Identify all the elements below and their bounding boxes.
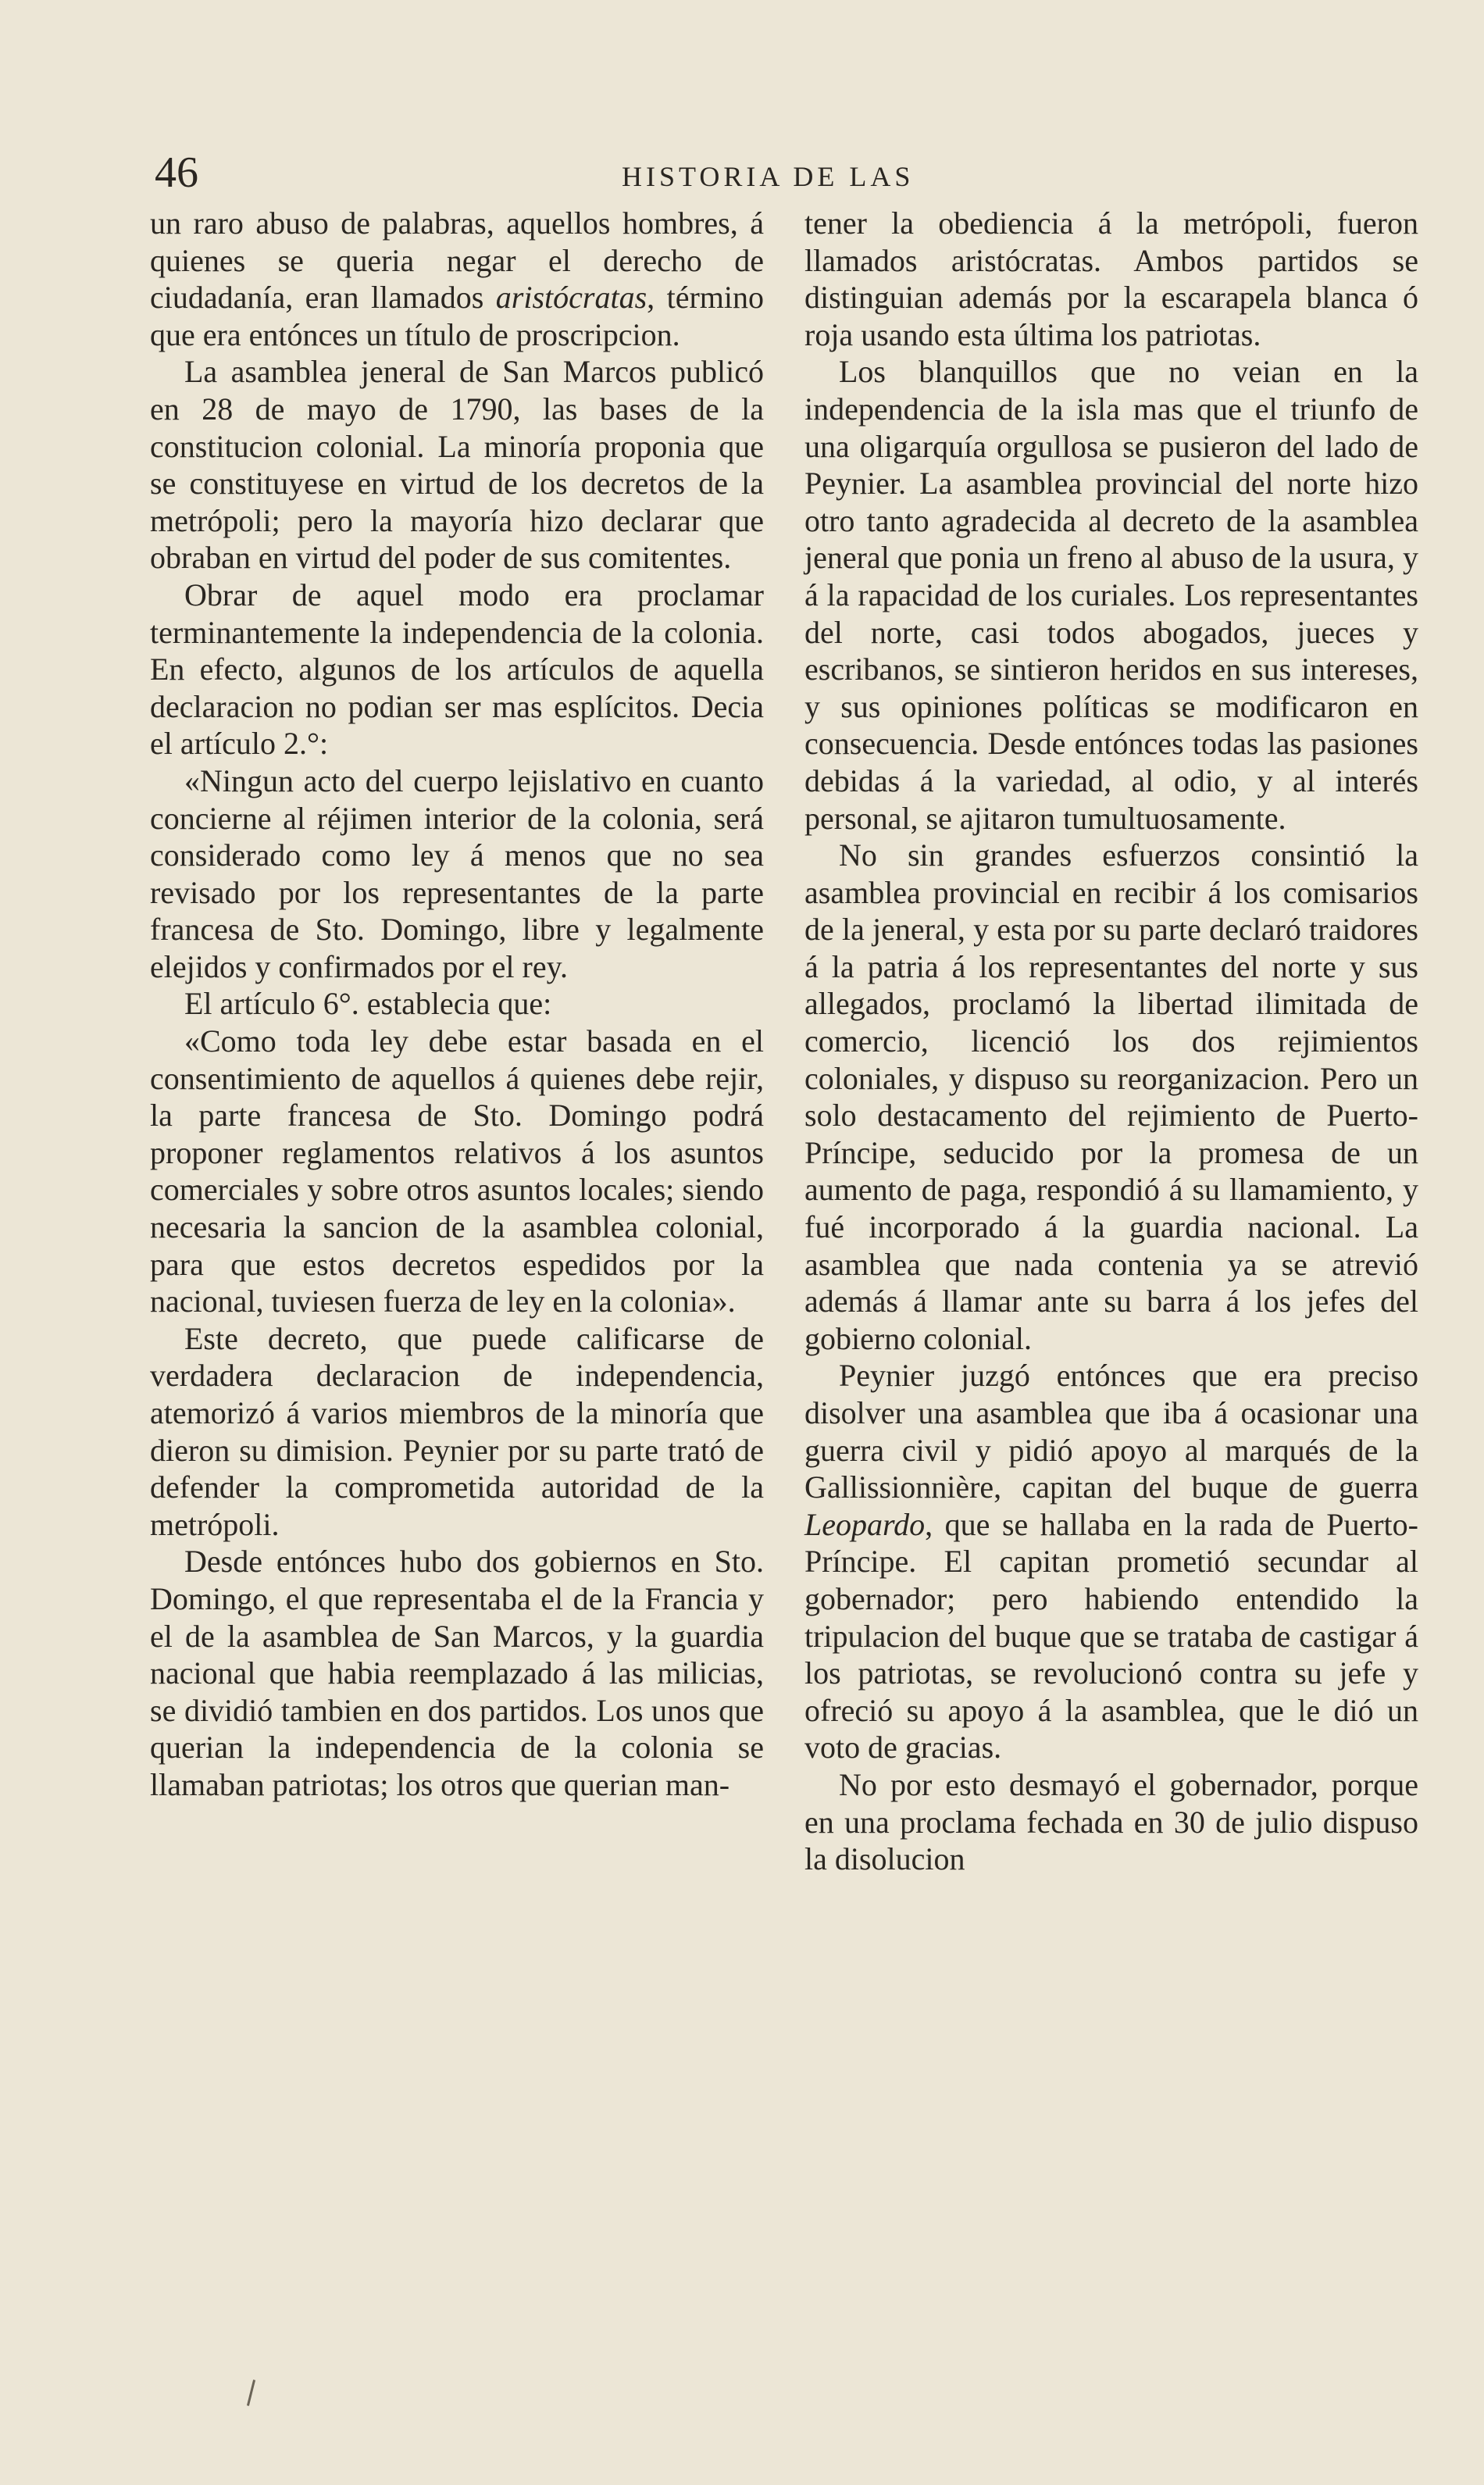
italic-term: aristócratas bbox=[495, 280, 647, 316]
running-title: HISTORIA DE LAS bbox=[622, 161, 915, 192]
paragraph: No sin grandes esfuerzos consintió la asamblea provincial en recibir á los comisarios de la jeneral, y esta por su parte declaró traidores á la patria á los representantes del norte y sus allegados, proclamó la libertad ilimitada de comercio, licenció los dos rejimientos coloniales, y dispuso su reorganizacion. Pero un solo destacamento del rejimiento de Puerto-Príncipe, seducido por la promesa de un aumento de paga, respondió á su llamamiento, y fué incorporado á la guardia nacional. La asamblea que nada contenia ya se atrevió además á llamar ante su barra á los jefes del gobierno colonial. bbox=[804, 837, 1418, 1356]
right-column bbox=[804, 205, 1418, 1878]
left-column bbox=[150, 205, 764, 1804]
paragraph: «Ningun acto del cuerpo lejislativo en cuanto concierne al réjimen interior de la colonia, será considerado como ley á menos que no sea revisado por los representantes de la parte francesa de Sto. Domingo, libre y legalmente elejidos y confirmados por el rey. bbox=[150, 762, 764, 984]
paragraph: Peynier juzgó entónces que era preciso disolver una asamblea que iba á ocasionar una guerra civil y pidió apoyo al marqués de la Gallissionnière, capitan del buque de guerra Leopardo, que se hallaba en la rada de Puerto-Príncipe. El capitan prometió secundar al gobernador; pero habiendo entendido la tripulacion del buque que se trataba de castigar á los patriotas, se revolucionó contra su jefe y ofreció su apoyo á la asamblea, que le dió un voto de gracias. bbox=[804, 1358, 1418, 1766]
italic-ship-name: Leopardo bbox=[804, 1506, 926, 1542]
paragraph: Obrar de aquel modo era proclamar terminantemente la independencia de la colonia. En efecto, algunos de los artículos de aquella declaracion no podian ser mas esplícitos. Decia el artículo 2.°: bbox=[150, 577, 764, 762]
paragraph: No por esto desmayó el gobernador, porque en una proclama fechada en 30 de julio dispuso la disolucion bbox=[804, 1766, 1418, 1877]
paragraph: tener la obediencia á la metrópoli, fueron llamados aristócratas. Ambos partidos se distinguian además por la escarapela blanca ó roja usando esta última los patriotas. bbox=[804, 205, 1418, 352]
paragraph: Los blanquillos que no veian en la independencia de la isla mas que el triunfo de una oligarquía orgullosa se pusieron del lado de Peynier. La asamblea provincial del norte hizo otro tanto agradecida al decreto de la asamblea jeneral que ponia un freno al abuso de la usura, y á la rapacidad de los curiales. Los representantes del norte, casi todos abogados, jueces y escribanos, se sintieron heridos en sus intereses, y sus opiniones políticas se modificaron en consecuencia. Desde entónces todas las pasiones debidas á la variedad, al odio, y al interés personal, se ajitaron tumultuosamente. bbox=[804, 354, 1418, 836]
page-number: 46 bbox=[155, 148, 198, 197]
paragraph: Este decreto, que puede calificarse de verdadera declaracion de independencia, atemorizó á varios miembros de la minoría que dieron su dimision. Peynier por su parte trató de defender la comprometida autoridad de la metrópoli. bbox=[150, 1320, 764, 1542]
page-header bbox=[0, 145, 1484, 208]
paragraph: Desde entónces hubo dos gobiernos en Sto. Domingo, el que representaba el de la Francia y el de la asamblea de San Marcos, y la guardia nacional que habia reemplazado á las milicias, se dividió tambien en dos partidos. Los unos que querian la independencia de la colonia se llamaban patriotas; los otros que querian man- bbox=[150, 1544, 764, 1802]
paragraph: La asamblea jeneral de San Marcos publicó en 28 de mayo de 1790, las bases de la constitucion colonial. La minoría proponia que se constituyese en virtud de los decretos de la metrópoli; pero la mayoría hizo declarar que obraban en virtud del poder de sus comitentes. bbox=[150, 354, 764, 576]
paragraph: «Como toda ley debe estar basada en el consentimiento de aquellos á quienes debe rejir, la parte francesa de Sto. Domingo podrá proponer reglamentos relativos á los asuntos comerciales y sobre otros asuntos locales; siendo necesaria la sancion de la asamblea colonial, para que estos decretos espedidos por la nacional, tuviesen fuerza de ley en la colonia». bbox=[150, 1023, 764, 1319]
stray-mark bbox=[247, 2380, 255, 2406]
paragraph: un raro abuso de palabras, aquellos hombres, á quienes se queria negar el derecho de ciudadanía, eran llamados aristócratas, término que era entónces un título de proscripcion. bbox=[150, 205, 765, 352]
paragraph: El artículo 6°. establecia que: bbox=[184, 986, 552, 1022]
